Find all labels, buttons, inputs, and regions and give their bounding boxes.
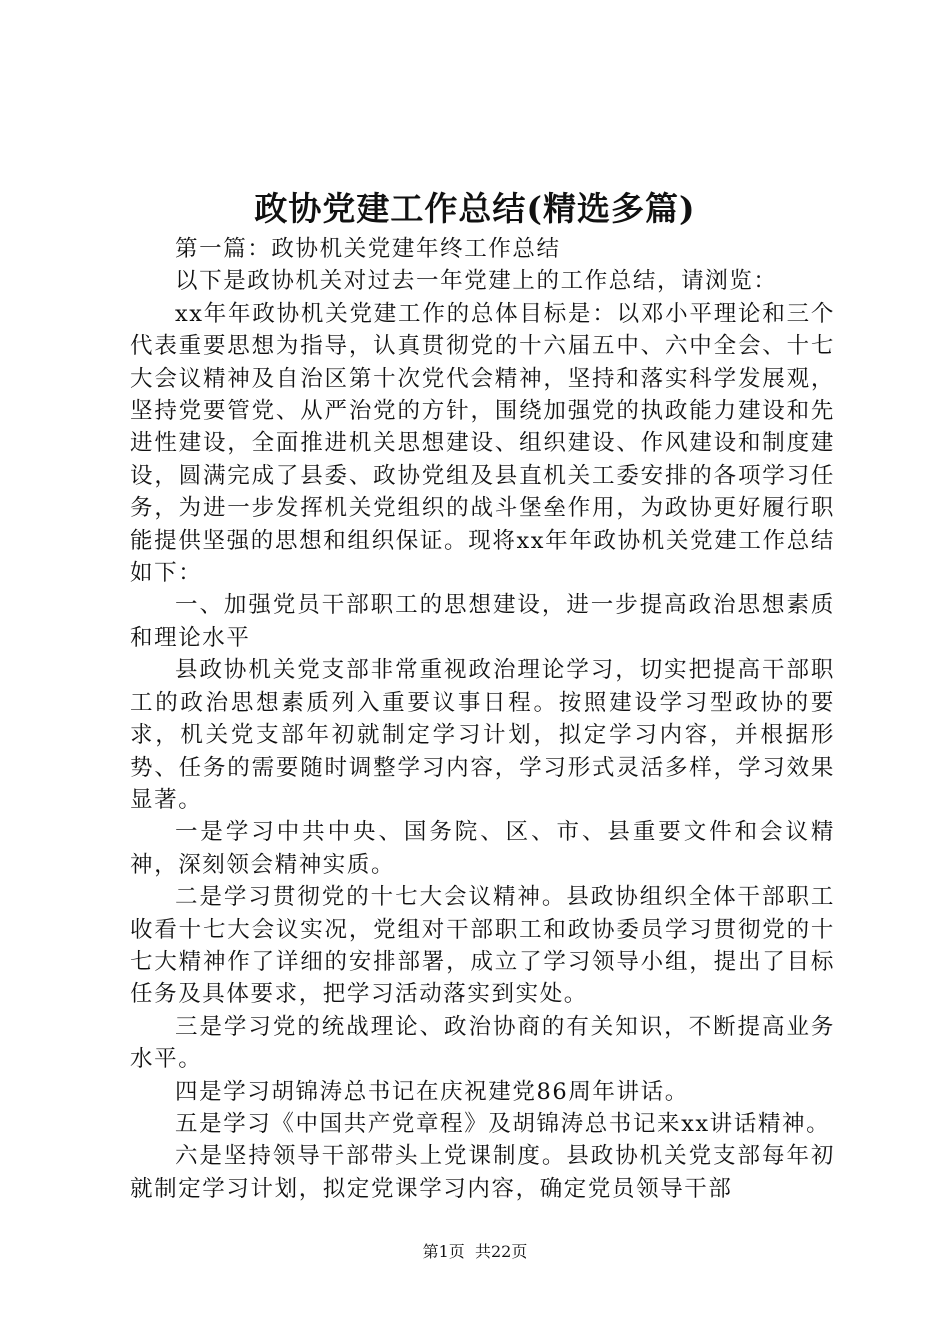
paragraph: 以下是政协机关对过去一年党建上的工作总结，请浏览： <box>175 268 778 295</box>
document-title: 政协党建工作总结(精选多篇) <box>254 189 696 228</box>
paragraph: 四是学习胡锦涛总书记在庆祝建党86周年讲话。 <box>175 1078 689 1105</box>
paragraph: 六是坚持领导干部带头上党课制度。县政协机关党支部每年初就制定学习计划，拟定党课学习内容，确定党员领导干部 <box>130 1143 835 1202</box>
paragraph: xx年年政协机关党建工作的总体目标是：以邓小平理论和三个代表重要思想为指导，认真贯彻党的十六届五中、六中全会、十七大会议精神及自治区第十次党代会精神，坚持和落实科学发展观，坚持党要管党、从严治党的方针，围绕加强党的执政能力建设和先进性建设，全面推进机关思想建设、组织建设、作风建设和制度建设，圆满完成了县委、政协党组及县直机关工委安排的各项学习任务，为进一步发挥机关党组织的战斗堡垒作用，为政协更好履行职能提供坚强的思想和组织保证。现将xx年年政协机关党建工作总结如下： <box>130 300 835 587</box>
page-footer <box>0 1240 950 1264</box>
paragraph: 一、加强党员干部职工的思想建设，进一步提高政治思想素质和理论水平 <box>130 592 835 651</box>
page-number: 第1页 <box>422 1242 465 1261</box>
paragraph: 三是学习党的统战理论、政治协商的有关知识，不断提高业务水平。 <box>130 1013 835 1073</box>
paragraph: 县政协机关党支部非常重视政治理论学习，切实把提高干部职工的政治思想素质列入重要议事日程。按照建设学习型政协的要求，机关党支部年初就制定学习计划，拟定学习内容，并根据形势、任务的需要随时调整学习内容，学习形式灵活多样，学习效果显著。 <box>130 657 835 813</box>
document-body <box>130 233 835 1205</box>
section-heading: 第一篇：政协机关党建年终工作总结 <box>175 236 561 262</box>
paragraph: 一是学习中共中央、国务院、区、市、县重要文件和会议精神，深刻领会精神实质。 <box>130 819 835 878</box>
paragraph: 二是学习贯彻党的十七大会议精神。县政协组织全体干部职工收看十七大会议实况，党组对干部职工和政协委员学习贯彻党的十七大精神作了详细的安排部署，成立了学习领导小组，提出了目标任务及具体要求，把学习活动落实到实处。 <box>130 884 835 1008</box>
page-total: 共22页 <box>474 1242 528 1261</box>
paragraph: 五是学习《中国共产党章程》及胡锦涛总书记来xx讲话精神。 <box>175 1110 831 1137</box>
